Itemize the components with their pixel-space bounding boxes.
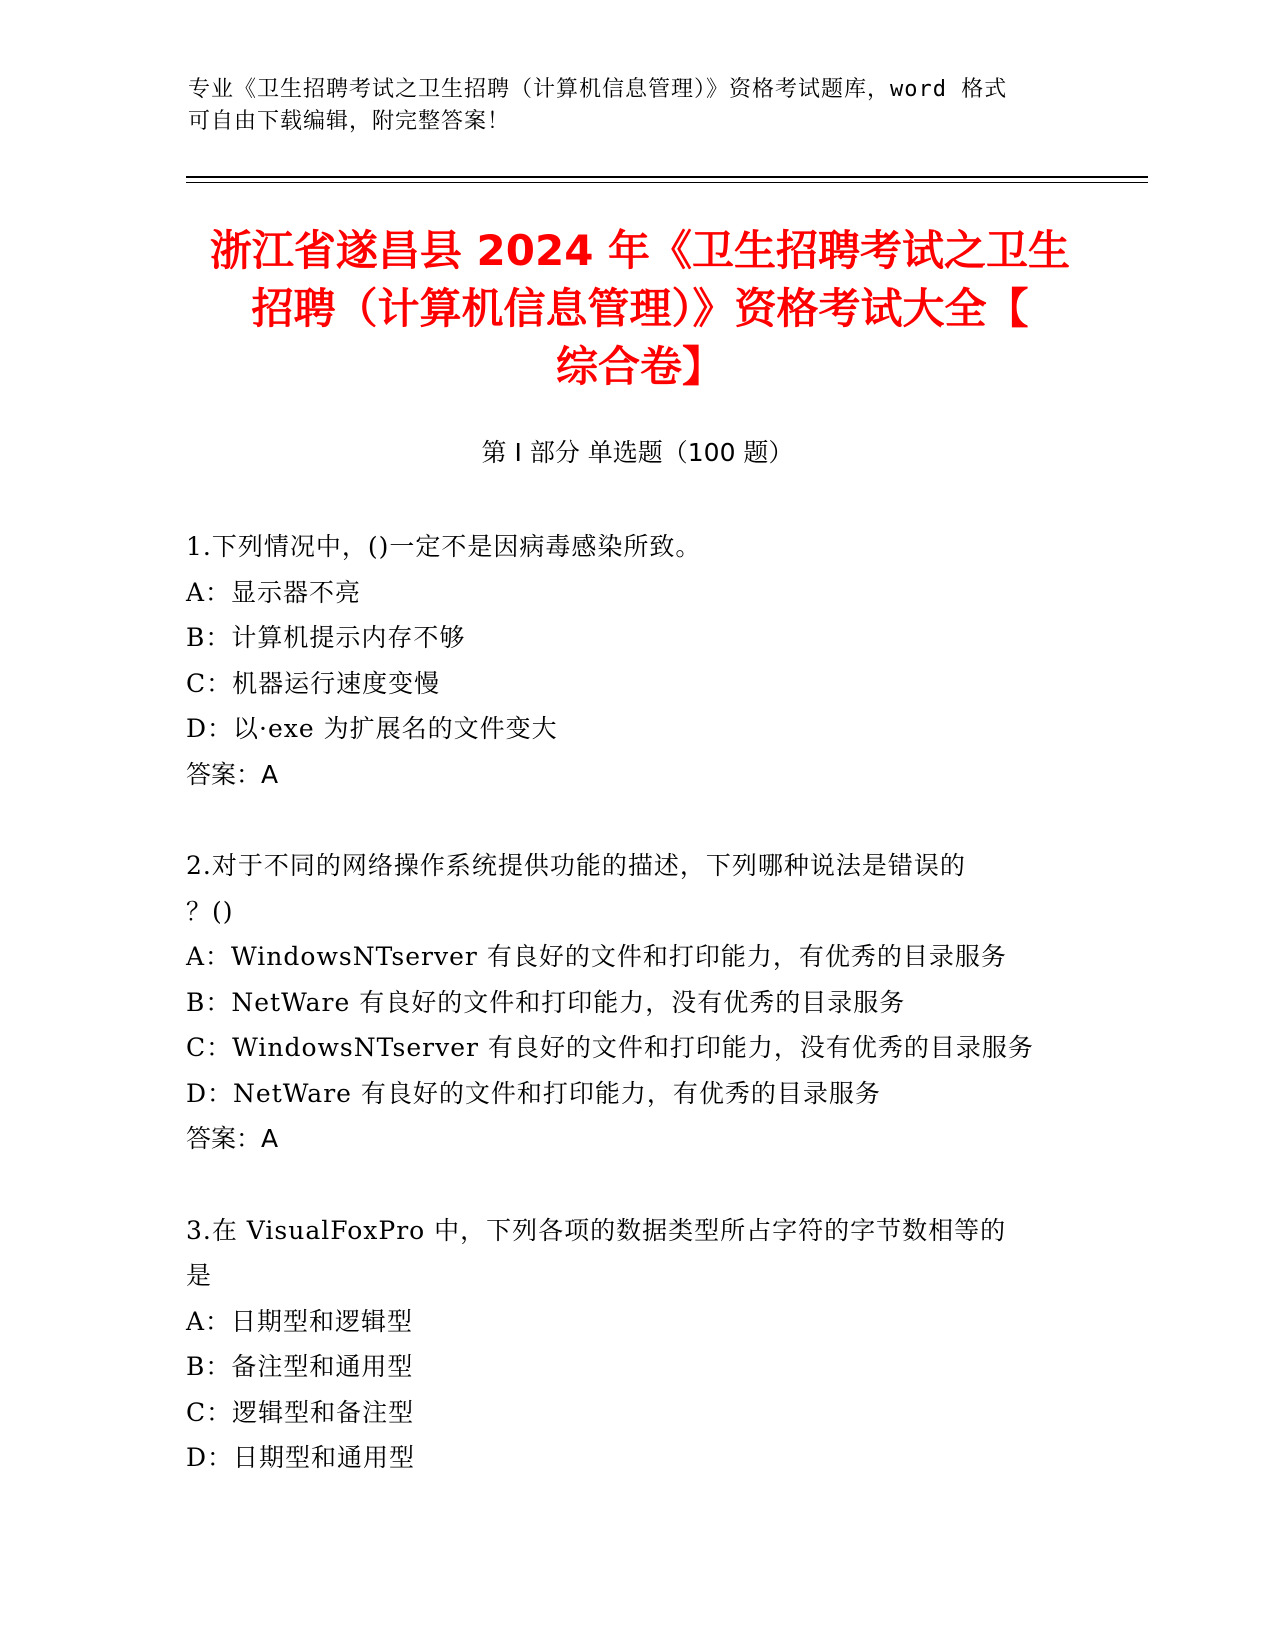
option-a: A：显示器不亮 (186, 577, 362, 607)
question-stem-continued: ？() (186, 896, 234, 926)
header-note-line-2: 可自由下载编辑，附完整答案！ (188, 109, 511, 134)
question-stem: 1.下列情况中，()一定不是因病毒感染所致。 (186, 532, 702, 561)
option-b: B：备注型和通用型 (186, 1352, 414, 1381)
question-1 (186, 524, 1086, 797)
document-title-line-1: 浙江省遂昌县 2024 年《卫生招聘考试之卫生 (209, 226, 1071, 275)
question-3 (186, 1208, 1086, 1481)
option-d: D：以·exe 为扩展名的文件变大 (186, 714, 558, 743)
option-b: B：计算机提示内存不够 (186, 623, 466, 652)
answer: 答案：A (186, 759, 279, 789)
header-divider-thick (186, 176, 1148, 178)
question-stem: 3.在 VisualFoxPro 中，下列各项的数据类型所占字符的字节数相等的 (186, 1215, 1007, 1245)
question-list (186, 524, 1086, 1527)
option-c: C：逻辑型和备注型 (186, 1397, 415, 1427)
question-stem-continued: 是 (186, 1261, 213, 1290)
header-divider-thin (186, 182, 1148, 183)
option-c: C：WindowsNTserver 有良好的文件和打印能力，没有优秀的目录服务 (186, 1033, 1034, 1062)
header-note (188, 74, 1068, 138)
document-title (160, 222, 1120, 396)
option-d: D：日期型和通用型 (186, 1443, 416, 1472)
option-a: A：WindowsNTserver 有良好的文件和打印能力，有优秀的目录服务 (186, 942, 1007, 971)
option-b: B：NetWare 有良好的文件和打印能力，没有优秀的目录服务 (186, 987, 906, 1017)
section-title: 第 I 部分 单选题（100 题） (481, 438, 794, 467)
option-d: D：NetWare 有良好的文件和打印能力，有优秀的目录服务 (186, 1078, 881, 1108)
question-stem: 2.对于不同的网络操作系统提供功能的描述，下列哪种说法是错误的 (186, 851, 966, 880)
header-note-line-1: 专业《卫生招聘考试之卫生招聘（计算机信息管理）》资格考试题库，word 格式 (188, 77, 1008, 102)
document-title-line-2: 招聘（计算机信息管理）》资格考试大全【 (251, 284, 1029, 333)
document-title-line-3: 综合卷】 (555, 342, 724, 391)
question-2 (186, 843, 1086, 1162)
option-a: A：日期型和逻辑型 (186, 1306, 414, 1336)
answer: 答案：A (186, 1124, 279, 1153)
option-c: C：机器运行速度变慢 (186, 668, 441, 698)
